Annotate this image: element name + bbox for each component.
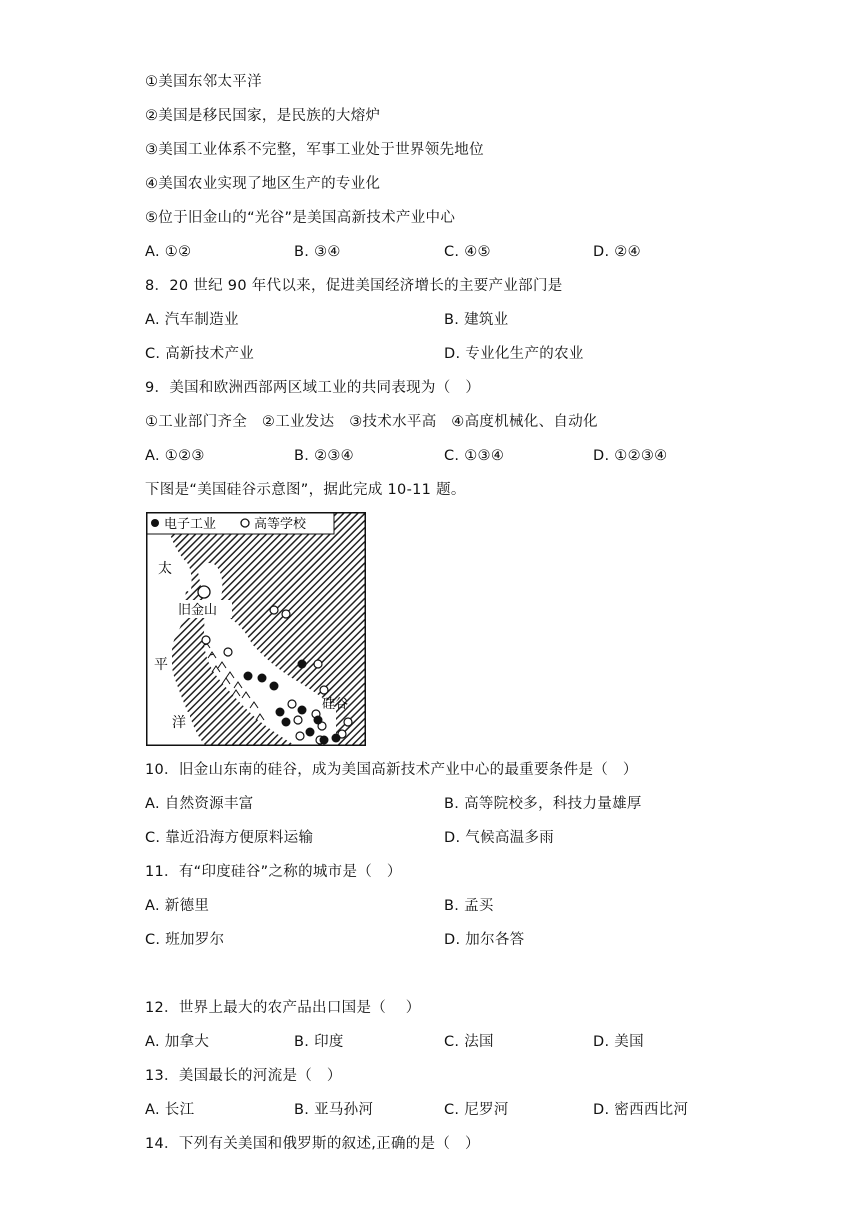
q12-stem: 12．世界上最大的农产品出口国是（ ）	[145, 1000, 421, 1016]
q10-option-d[interactable]: D. 气候高温多雨	[444, 830, 555, 846]
q13-option-c[interactable]: C. 尼罗河	[444, 1102, 509, 1118]
ocean-char-3: 洋	[172, 715, 186, 731]
san-francisco-marker	[198, 586, 210, 598]
q9-option-b[interactable]: B. ②③④	[294, 448, 354, 464]
q11-option-c[interactable]: C. 班加罗尔	[145, 932, 225, 948]
ocean-char-2: 平	[154, 657, 168, 673]
q8-option-a[interactable]: A. 汽车制造业	[145, 312, 239, 328]
q8-option-d[interactable]: D. 专业化生产的农业	[444, 346, 584, 362]
q7-statement-1: ①美国东邻太平洋	[145, 74, 262, 90]
valley-label: 硅谷	[322, 697, 349, 712]
q13-option-a[interactable]: A. 长江	[145, 1102, 195, 1118]
q7-statement-5: ⑤位于旧金山的“光谷”是美国高新技术产业中心	[145, 210, 456, 226]
q9-stem: 9．美国和欧洲西部两区域工业的共同表现为（ ）	[145, 380, 481, 396]
q7-statement-3: ③美国工业体系不完整，军事工业处于世界领先地位	[145, 142, 484, 158]
q7-statement-2: ②美国是移民国家，是民族的大熔炉	[145, 108, 381, 124]
legend-filled-dot	[151, 519, 159, 527]
q13-option-b[interactable]: B. 亚马孙河	[294, 1102, 374, 1118]
q13-option-d[interactable]: D. 密西西比河	[593, 1102, 689, 1118]
q8-option-c[interactable]: C. 高新技术产业	[145, 346, 255, 362]
q7-option-d[interactable]: D. ②④	[593, 244, 641, 260]
q11-option-d[interactable]: D. 加尔各答	[444, 932, 525, 948]
q14-stem: 14．下列有关美国和俄罗斯的叙述,正确的是（ ）	[145, 1136, 480, 1152]
q12-option-b[interactable]: B. 印度	[294, 1034, 344, 1050]
q10-option-c[interactable]: C. 靠近沿海方便原料运输	[145, 830, 314, 846]
figure-intro: 下图是“美国硅谷示意图”，据此完成 10-11 题。	[145, 482, 466, 498]
q7-statement-4: ④美国农业实现了地区生产的专业化	[145, 176, 381, 192]
legend-hollow-dot	[241, 519, 249, 527]
q12-option-d[interactable]: D. 美国	[593, 1034, 644, 1050]
ocean-char-1: 太	[158, 561, 172, 577]
q9-items: ①工业部门齐全 ②工业发达 ③技术水平高 ④高度机械化、自动化	[145, 414, 598, 430]
q11-option-a[interactable]: A. 新德里	[145, 898, 210, 914]
city-label: 旧金山	[178, 603, 218, 618]
q9-option-a[interactable]: A. ①②③	[145, 448, 205, 464]
q10-option-b[interactable]: B. 高等院校多，科技力量雄厚	[444, 796, 642, 812]
q10-option-a[interactable]: A. 自然资源丰富	[145, 796, 254, 812]
q12-option-c[interactable]: C. 法国	[444, 1034, 494, 1050]
q9-option-c[interactable]: C. ①③④	[444, 448, 505, 464]
q9-option-d[interactable]: D. ①②③④	[593, 448, 668, 464]
q7-option-c[interactable]: C. ④⑤	[444, 244, 491, 260]
q8-option-b[interactable]: B. 建筑业	[444, 312, 509, 328]
legend-school-label: 高等学校	[254, 517, 307, 532]
legend-electronics-label: 电子工业	[164, 517, 217, 532]
q13-stem: 13．美国最长的河流是（ ）	[145, 1068, 342, 1084]
q12-option-a[interactable]: A. 加拿大	[145, 1034, 210, 1050]
q10-stem: 10．旧金山东南的硅谷，成为美国高新技术产业中心的最重要条件是（ ）	[145, 762, 638, 778]
q11-option-b[interactable]: B. 孟买	[444, 898, 494, 914]
q7-option-a[interactable]: A. ①②	[145, 244, 192, 260]
silicon-valley-map	[146, 512, 366, 746]
q11-stem: 11．有“印度硅谷”之称的城市是（ ）	[145, 864, 402, 880]
q7-option-b[interactable]: B. ③④	[294, 244, 341, 260]
q8-stem: 8．20 世纪 90 年代以来，促进美国经济增长的主要产业部门是	[145, 278, 563, 294]
